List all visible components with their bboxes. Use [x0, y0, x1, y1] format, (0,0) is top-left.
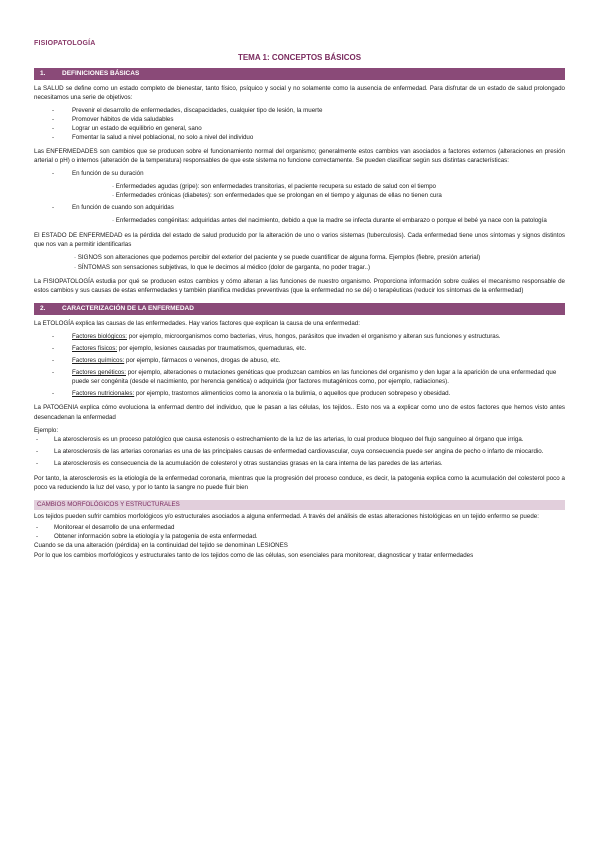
- document-header: FISIOPATOLOGÍA: [34, 40, 96, 47]
- patogenia-paragraph: [34, 403, 565, 421]
- list-item: [34, 368, 565, 386]
- list-item: [34, 203, 565, 212]
- section-1-header: [34, 68, 565, 80]
- list-item: [34, 389, 565, 398]
- list-item: - Obtener información sobre la etiología y la patogenia de esta enfermedad.: [34, 532, 565, 541]
- list-item: - Fomentar la salud a nivel poblacional, no solo a nivel del individuo: [34, 133, 565, 142]
- patogenia-text: explica cómo evoluciona la enfermad dentro del individuo, que le pasan a las células, los tejidos.. Esto nos va a explicar como uno de estos factores que hemos visto antes desencadenan la enfermedad: [34, 404, 566, 421]
- etologia-paragraph: [34, 319, 565, 328]
- estado-paragraph: [34, 231, 565, 249]
- list-item: · Enfermedades congénitas: adquiridas antes del nacimiento, debido a que la madre se infecta durante el embarazo o porque el bebé ya nace con la patología: [112, 217, 547, 225]
- clasificacion-list: [34, 169, 565, 178]
- list-item: - La aterosclerosis de las arterias coronarias es una de las principales causas de enfermedad cardiovascular, cuya consecuencia puede ser angina de pecho o infarto de miocardio.: [34, 447, 565, 456]
- etologia-term: La ETOLOGÍA: [34, 319, 74, 327]
- salud-text: se define como un estado completo de bienestar, tanto físico, psíquico y social y no solamente como la ausencia de enfermedad. Para disfrutar de un estado de salud prolongado necesitamos una serie de objetivos:: [34, 85, 565, 102]
- factor-label: Factores nutricionales:: [72, 390, 135, 398]
- adquiridas-label: En función de cuando son adquiridas: [72, 204, 174, 212]
- section-1-number: 1.: [40, 70, 46, 77]
- list-item: · Enfermedades agudas (gripe): son enfermedades transitorias, el paciente recupera su estado de salud con el tiempo: [112, 182, 437, 190]
- factor-text: por ejemplo, fármacos o venenos, drogas de abuso, etc.: [124, 357, 281, 365]
- factor-text: por ejemplo, alteraciones o mutaciones genéticas que produzcan cambios en las funciones del organismo y den lugar a la aparición de una enfermedad que puede ser congénita (desde el nacimiento, por herencia genética) o adquirida (por factores mutagénicos como, por ejemplo, radiaciones).: [72, 369, 557, 386]
- list-item: [34, 344, 565, 353]
- enfermedades-text: son cambios que se producen sobre el funcionamiento normal del organismo; generalmente estos cambios van asociados a factores externos (alteraciones en presión arterial o pH) o internos (alteración de la temperatura) responsables de que este sistema no funcione correctamente. Se pueden clasificar según sus distintas características:: [34, 147, 565, 164]
- section-2-number: 2.: [40, 304, 46, 312]
- factor-text: por ejemplo, lesiones causadas por traumatismos, quemaduras, etc.: [117, 344, 307, 352]
- section-2-title: CARACTERIZACIÓN DE LA ENFERMEDAD: [62, 304, 194, 312]
- conclusion-paragraph: Por tanto, la aterosclerosis es la etiología de la enfermedad coronaria, mientras que la progresión del proceso conduce, es decir, la patogenia explica como la acumulación del colesterol poco a poco va reduciendo la luz del vaso, y por lo tanto la sangre no puede fluir bien: [34, 475, 565, 492]
- cambios-subheader: CAMBIOS MORFOLÓGICOS Y ESTRUCTURALES: [34, 500, 565, 510]
- signos-sintomas: [34, 253, 565, 271]
- list-item: [34, 356, 565, 365]
- clasificacion-list-2: [34, 203, 565, 212]
- list-item: [34, 332, 565, 341]
- list-item: - Promover hábitos de vida saludables: [34, 115, 565, 124]
- section-2-header: [34, 303, 565, 315]
- signos-item: · SIGNOS son alteraciones que podemos percibir del exterior del paciente y se puede cuantificar de alguna forma. Ejemplos (fiebre, presión arterial): [74, 254, 481, 262]
- list-item: · Enfermedades crónicas (diabetes): son enfermedades que se prolongan en el tiempo y algunas de ellas no tienen cura: [112, 191, 442, 199]
- sintomas-item: · SÍNTOMAS son sensaciones subjetivas, lo que le decimos al médico (dolor de garganta, no poder tragar..): [74, 263, 371, 271]
- enfermedades-paragraph: [34, 147, 565, 165]
- cambios-list: [34, 523, 565, 541]
- list-item: [34, 169, 565, 178]
- factores-list: [34, 332, 565, 399]
- list-item: - Lograr un estado de equilibrio en general, sano: [34, 124, 565, 133]
- duracion-sublist: [34, 182, 565, 200]
- enfermedades-term: Las ENFERMEDADES: [34, 147, 98, 155]
- document-content: [34, 68, 565, 564]
- list-item: - La aterosclerosis es consecuencia de la acumulación de colesterol y otras sustancias grasas en la cara interna de las paredes de las arterias.: [34, 459, 565, 468]
- list-item: - Prevenir el desarrollo de enfermedades, discapacidades, cualquier tipo de lesión, la muerte: [34, 106, 565, 115]
- ejemplo-label: Ejemplo:: [34, 426, 59, 434]
- salud-paragraph: [34, 84, 565, 102]
- lesiones-text: Cuando se da una alteración (pérdida) en la continuidad del tejido se denominan LESIONES: [34, 542, 288, 550]
- duracion-label: En función de su duración: [72, 169, 144, 177]
- estado-text: es la pérdida del estado de salud producido por la alteración de uno o varios sistemas (tuberculosis). Cada enfermedad tiene unos síntomas y signos distintos que nos van a permitir identificarlas: [34, 232, 565, 249]
- factor-text: por ejemplo, microorganismos como bacterias, virus, hongos, parásitos que invaden el organismo y alteran sus funciones y estructuras.: [127, 332, 501, 340]
- factor-label: Factores genéticos:: [72, 369, 126, 377]
- final-paragraph: Por lo que los cambios morfológicos y estructurales tanto de los tejidos como de las células, son esenciales para monitorear, diagnosticar y tratar enfermedades: [34, 551, 474, 559]
- factor-text: por ejemplo, trastornos alimenticios como la anorexia o la bulimia, o aquellos que producen sobrepeso y obesidad.: [134, 390, 451, 398]
- list-item: - Monitorear el desarrollo de una enfermedad: [34, 523, 565, 532]
- factor-label: Factores químicos:: [72, 357, 125, 365]
- page-title: TEMA 1: CONCEPTOS BÁSICOS: [237, 53, 362, 62]
- factor-label: Factores biológicos:: [72, 332, 128, 340]
- etologia-text: explica las causas de las enfermedades. Hay varios factores que explican la causa de una enfermedad:: [73, 319, 360, 327]
- fisiopatologia-text: estudia por qué se producen estos cambios y cómo alteran a las funciones de nuestro organismo. Proporciona información sobre cuáles el mecanismo responsable de estos cambios y sus causas de estas enfermedades y también planifica medidas preventivas (que la enfermedad no se dé) o terapéuticas (reducir los síntomas de la enfermedad): [34, 277, 565, 294]
- salud-term: La SALUD: [34, 85, 64, 92]
- estado-term: El ESTADO DE ENFERMEDAD: [34, 232, 123, 240]
- ejemplo-list: [34, 435, 565, 468]
- adquiridas-sublist: [34, 216, 565, 225]
- fisiopatologia-term: La FISIOPATOLOGÍA: [34, 277, 94, 285]
- factor-label: Factores físicos:: [72, 344, 118, 352]
- objetivos-list: [34, 106, 565, 142]
- cambios-paragraph: Los tejidos pueden sufrir cambios morfológicos y/o estructurales asociados a alguna enfermedad. A través del análisis de estas alteraciones histológicas en un tejido enfermo se puede:: [34, 513, 539, 521]
- patogenia-term: La PATOGENIA: [34, 404, 78, 412]
- fisiopatologia-paragraph: [34, 277, 565, 295]
- list-item: - La aterosclerosis es un proceso patológico que causa estenosis o estrechamiento de la luz de las arterias, lo cual produce bloqueo del flujo sanguíneo al órgano que irriga.: [34, 435, 565, 444]
- section-1-title: DEFINICIONES BÁSICAS: [62, 70, 140, 77]
